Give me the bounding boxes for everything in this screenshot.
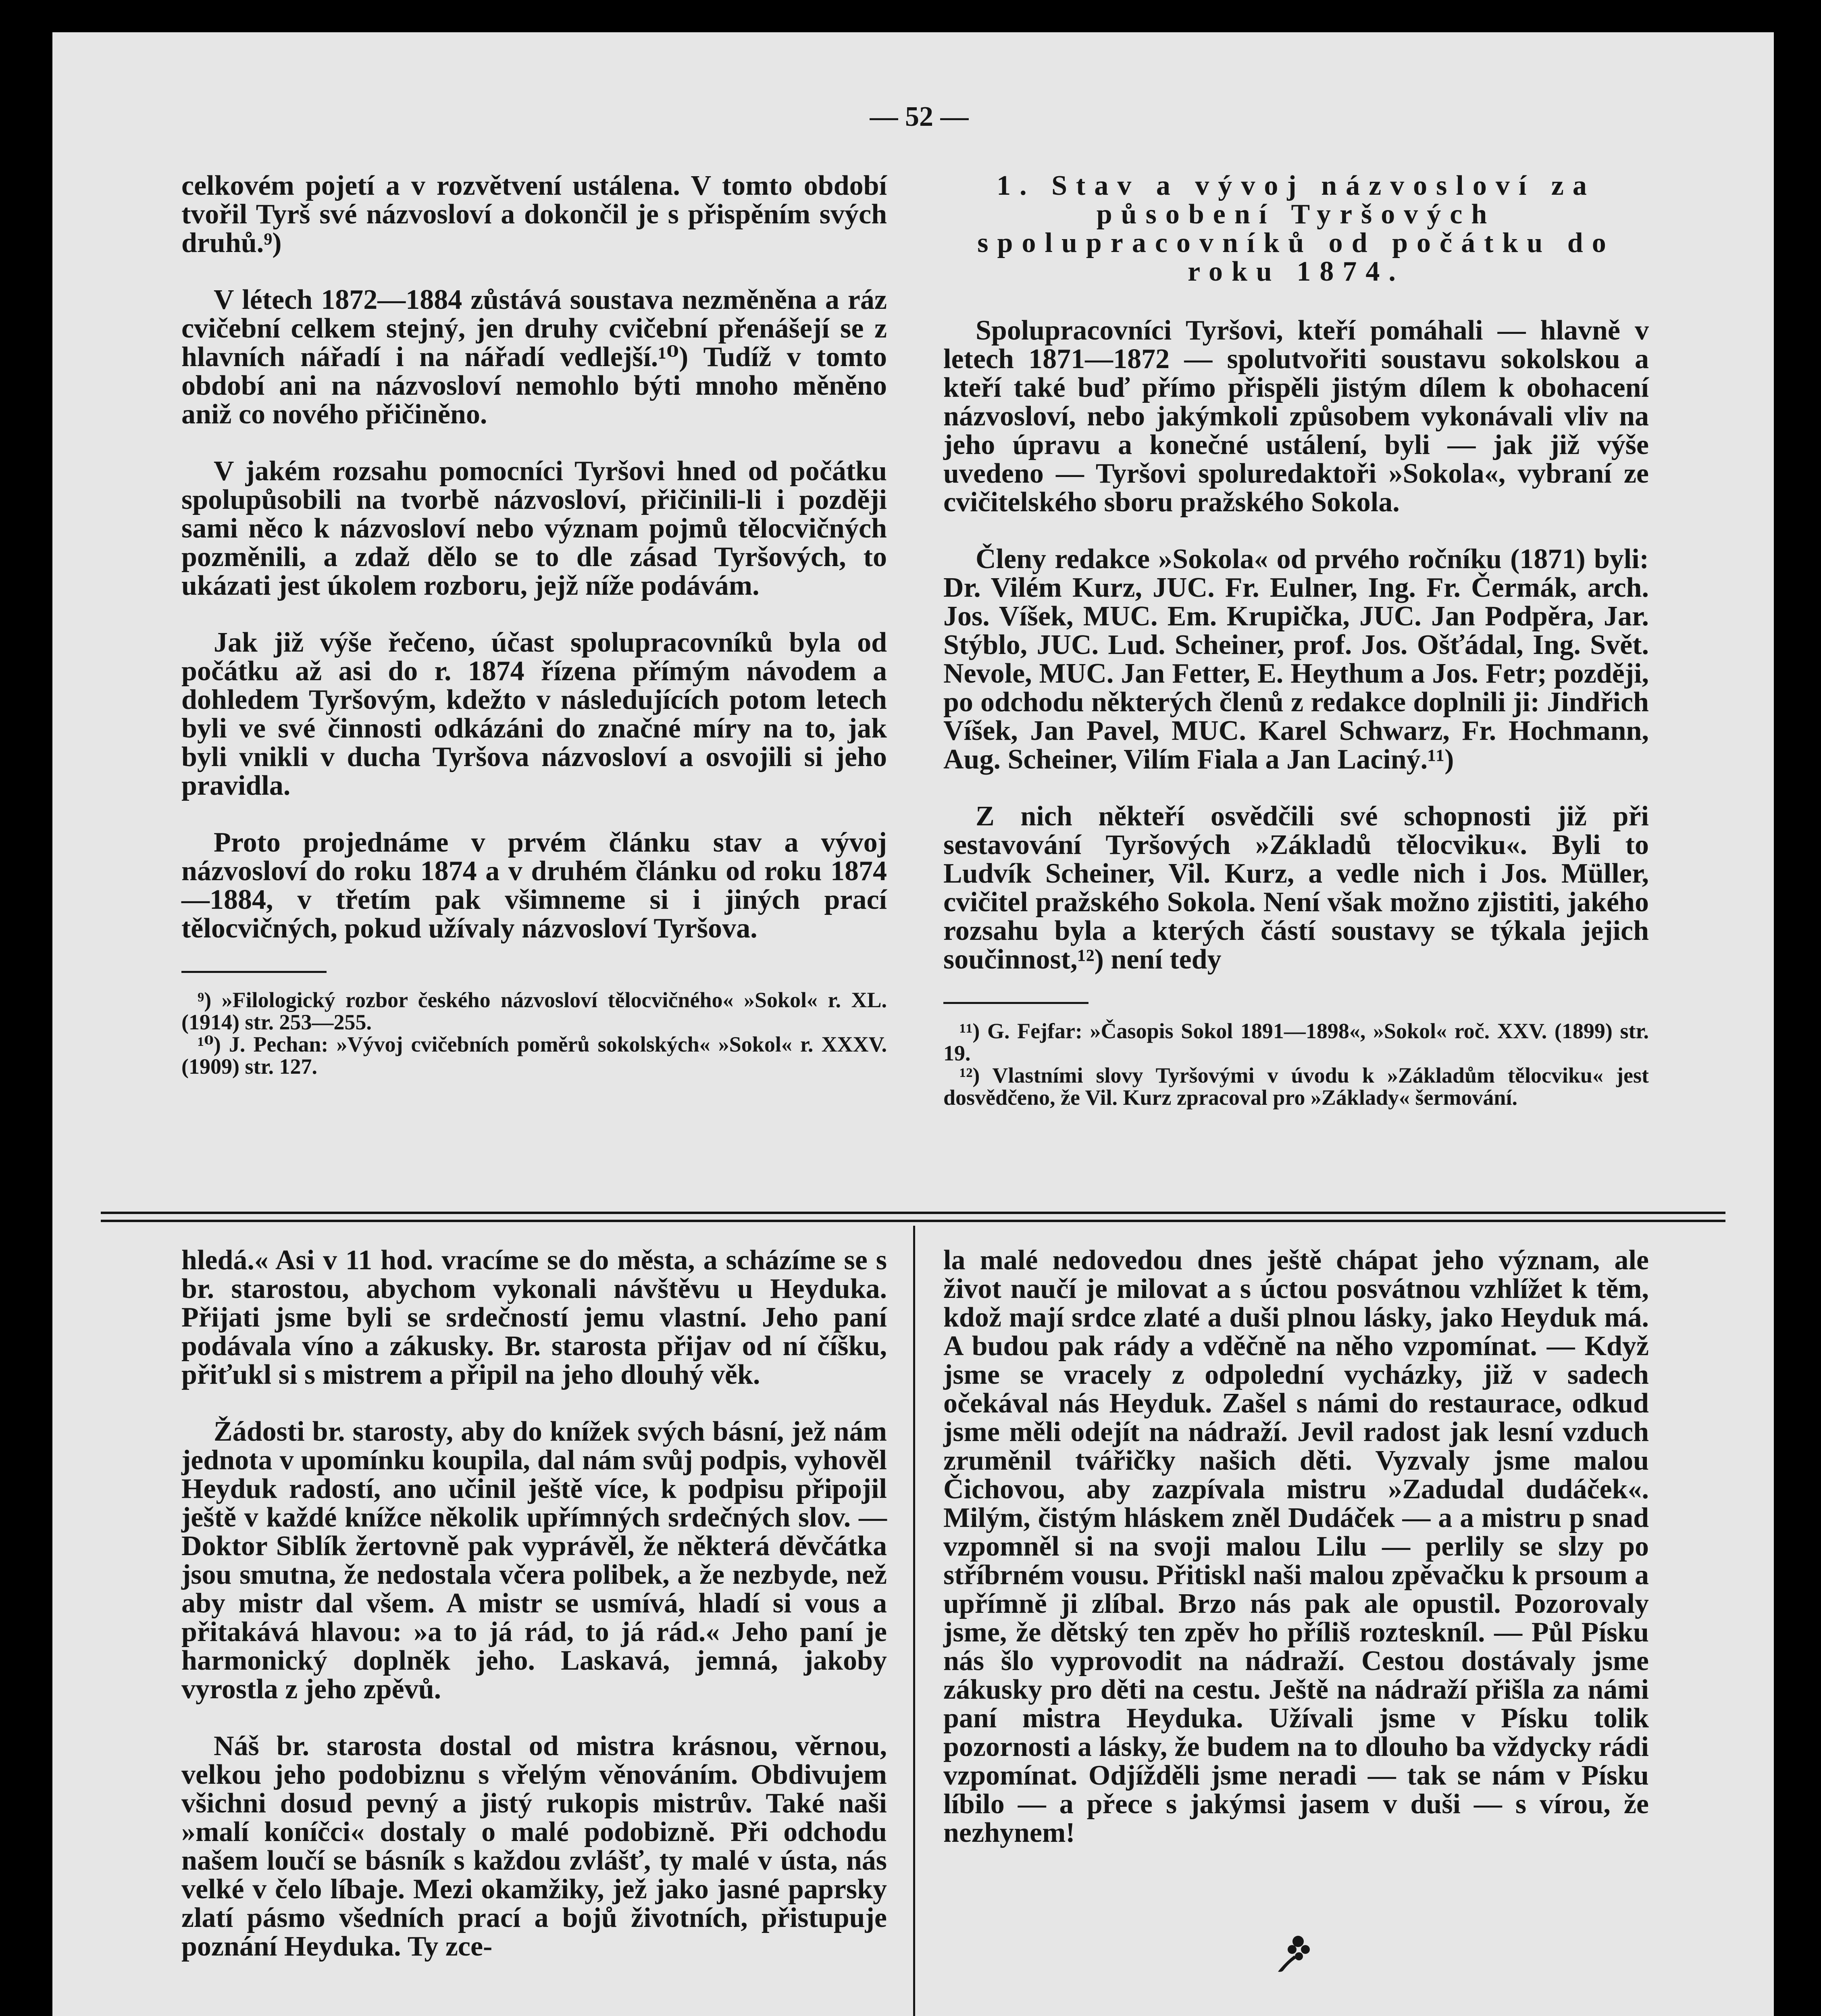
footnotes xyxy=(943,1020,1649,1109)
document-page xyxy=(52,32,1774,2016)
footnote: ⁹) »Filologický rozbor českého názvosloví tělocvičného« »Sokol« r. XL. (1914) str. 253—255. xyxy=(181,988,887,1034)
section-divider xyxy=(101,1212,1725,1222)
paragraph: Z nich někteří osvědčili své schopnosti již při sestavování Tyršových »Základů tělocviku«. Byli to Ludvík Scheiner, Vil. Kurz, a vedle nich i Jos. Müller, cvičitel pražského Sokola. Není však možno zjistiti, jakého rozsahu byla a kterých částí soustavy se týkala jejich součinnost,¹²) není tedy xyxy=(943,801,1649,975)
bottom-right-column xyxy=(943,1246,1649,1875)
paragraph: Členy redakce »Sokola« od prvého ročníku (1871) byli: Dr. Vilém Kurz, JUC. Fr. Eulner, Ing. Fr. Čermák, arch. Jos. Víšek, MUC. Em. Krupička, JUC. Jan Podpěra, Jar. Stýblo, JUC. Lud. Scheiner, prof. Jos. Ošťádal, Ing. Svět. Nevole, MUC. Jan Fetter, E. Heythum a Jos. Fetr; později, po odchodu některých členů z redakce doplnili ji: Jindřich Víšek, Jan Pavel, MUC. Karel Schwarz, Fr. Hochmann, Aug. Scheiner, Vilím Fiala a Jan Laciný.¹¹) xyxy=(943,544,1649,775)
footnote: ¹²) Vlastními slovy Tyršovými v úvodu k »Základům tělocviku« jest dosvědčeno, že Vil. Kurz zpracoval pro »Základy« šermování. xyxy=(943,1063,1649,1110)
bottom-left-column xyxy=(181,1246,887,1989)
footnote: ¹⁰) J. Pechan: »Vývoj cvičebních poměrů sokolských« »Sokol« r. XXXV. (1909) str. 127. xyxy=(181,1032,887,1079)
footnote: ¹¹) G. Fejfar: »Časopis Sokol 1891—1898«, »Sokol« roč. XXV. (1899) str. 19. xyxy=(943,1019,1649,1065)
top-right-column xyxy=(943,171,1649,1109)
column-rule xyxy=(913,1226,915,2016)
page-number: — 52 — xyxy=(870,101,969,132)
paragraph: Náš br. starosta dostal od mistra krásnou, věrnou, velkou jeho podobiznu s vřelým věnováním. Obdivujem všichni dosud pevný a jistý rukopis mistrův. Také naši »malí koníčci« dostaly o malé podobizně. Při odchodu našem loučí se básník s každou zvlášť, ty malé v ústa, nás velké v čelo líbaje. Mezi okamžiky, jež jako jasné paprsky zlatí pásmo všedních prací a bojů životních, přistupuje poznání Heyduka. Ty zce- xyxy=(181,1731,887,1962)
paragraph: Žádosti br. starosty, aby do knížek svých básní, jež nám jednota v upomínku koupila, dal nám svůj podpis, vyhověl Heyduk radostí, ano učinil ještě více, k podpisu připojil ještě v každé knížce několik upřímných srdečných slov. — Doktor Siblík žertovně pak vyprávěl, že některá děvčátka jsou smutna, že nedostala včera polibek, a že nezbyde, než aby mistr dal všem. A mistr se usmívá, hladí si vous a přitakává hlavou: »a to já rád, to já rád.« Jeho paní je harmonický doplněk jeho. Laskavá, jemná, jakoby vyrostla z jeho zpěvů. xyxy=(181,1416,887,1705)
paragraph: V jakém rozsahu pomocníci Tyršovi hned od počátku spolupůsobili na tvorbě názvosloví, přičinili-li i později sami něco k názvosloví nebo význam pojmů tělocvičných pozměnili, a zdaž dělo se to dle zásad Tyršových, to ukázati jest úkolem rozboru, jejž níže podávám. xyxy=(181,456,887,601)
footnote-rule xyxy=(181,971,327,973)
section-title: 1. Stav a vývoj názvosloví za působení Tyršových spolupracovníků od počátku do roku 1874. xyxy=(977,170,1615,287)
paragraph: Proto projednáme v prvém článku stav a vývoj názvosloví do roku 1874 a v druhém článku od roku 1874—1884, v třetím pak všimneme si i jiných prací tělocvičných, pokud užívaly názvosloví Tyršova. xyxy=(181,827,887,944)
paragraph: la malé nedovedou dnes ještě chápat jeho význam, ale život naučí je milovat a s úctou posvátnou vzhlížet k těm, kdož mají srdce zlaté a duši plnou lásky, jako Heyduk má. A budou pak rády a vděčně na něho vzpomínat. — Když jsme se vracely z odpolední vycházky, již v sadech očekával nás Heyduk. Zašel s námi do restaurace, odkud jsme měli odejít na nádraží. Jevil radost jak lesní vzduch zruměnil tvářičky našich děti. Vyzvaly jsme malou Čichovou, aby zazpívala mistru »Zadudal dudáček«. Milým, čistým hláskem zněl Dudáček — a a mistru p snad vzpomněl si na svoji malou Lilu — perlily se slzy po stříbrném vousu. Přitiskl naši malou zpěvačku k prsoum a upřímně ji zlíbal. Brzo nás pak ale opustil. Pozorovaly jsme, že dětský ten zpěv ho příliš rozteskníl. — Půl Písku nás šlo vyprovodit na nádraží. Cestou dostávaly jsme zákusky pro děti na cestu. Ještě na nádraží přišla za námi paní mistra Heyduka. Užívali jsme v Písku tolik pozornosti a lásky, že budem na to dlouho ba vždycky rádi vzpomínat. Odjížděli jsme neradi — tak se nám v Písku líbilo — a přece s jakýmsi jasem v duši — s vírou, že nezhynem! xyxy=(943,1245,1649,1848)
paragraph: celkovém pojetí a v rozvětvení ustálena. V tomto období tvořil Tyrš své názvosloví a dokončil je s přispěním svých druhů.⁹) xyxy=(181,170,887,258)
top-left-column xyxy=(181,171,887,1078)
flourish-ornament-icon xyxy=(1270,1927,1318,1976)
paragraph: Spolupracovníci Tyršovi, kteří pomáhali — hlavně v letech 1871—1872 — spolutvořiti soustavu sokolskou a kteří také buď přímo přispěli jistým dílem k obohacení názvosloví, nebo jakýmkoli způsobem vykonávali vliv na jeho úpravu a konečné ustálení, byli — jak již výše uvedeno — Tyršovi spoluredaktoři »Sokola«, vybraní ze cvičitelského sboru pražského Sokola. xyxy=(943,315,1649,518)
footnote-rule xyxy=(943,1002,1088,1004)
paragraph: Jak již výše řečeno, účast spolupracovníků byla od počátku až asi do r. 1874 řízena přímým návodem a dohledem Tyršovým, kdežto v následujících potom letech byli ve své činnosti odkázáni do značné míry na to, jak byli vnikli v ducha Tyršova názvosloví a osvojili si jeho pravidla. xyxy=(181,627,887,801)
footnotes xyxy=(181,989,887,1078)
paragraph: hledá.« Asi v 11 hod. vracíme se do města, a scházíme se s br. starostou, abychom vykonali návštěvu u Heyduka. Přijati jsme byli se srdečností jemu vlastní. Jeho paní podávala víno a zákusky. Br. starosta přijav od ní číšku, přiťukl si s mistrem a připil na jeho dlouhý věk. xyxy=(181,1245,887,1390)
paragraph: V létech 1872—1884 zůstává soustava nezměněna a ráz cvičební celkem stejný, jen druhy cvičební přenášejí se z hlavních nářadí i na nářadí vedlejší.¹⁰) Tudíž v tomto období ani na názvosloví nemohlo býti mnoho měněno aniž co nového přičiněno. xyxy=(181,284,887,430)
